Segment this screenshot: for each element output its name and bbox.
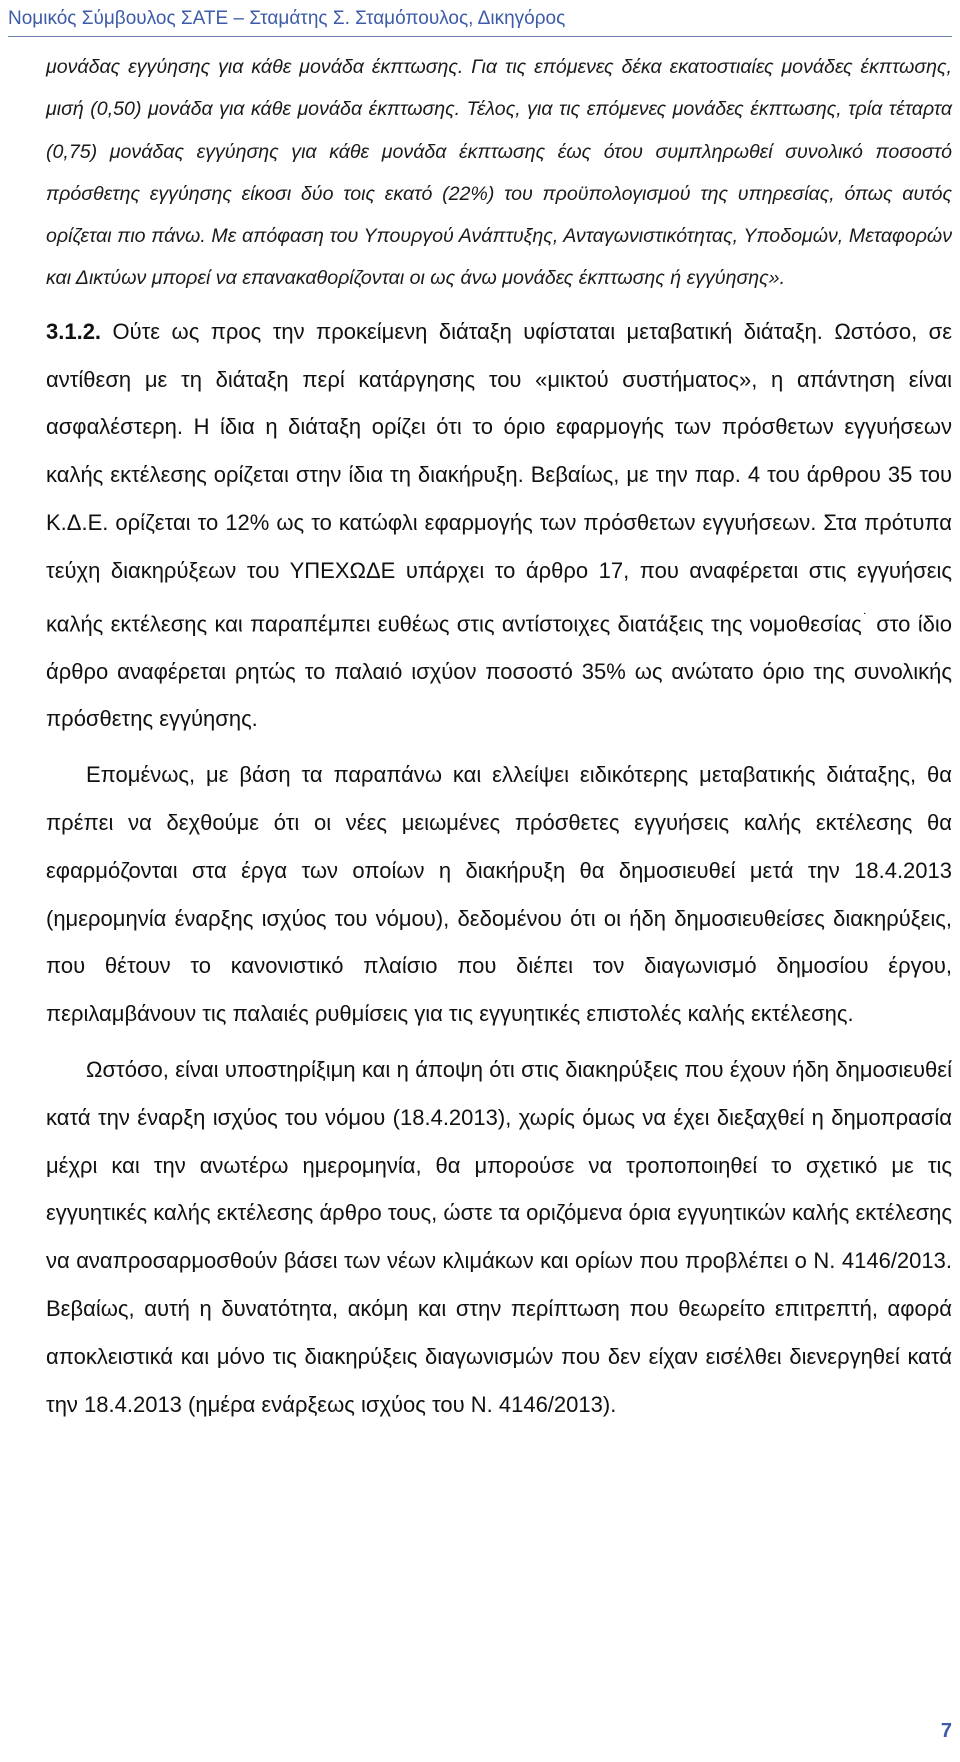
section-text-part2: στο ίδιο άρθρο αναφέρεται ρητώς το παλαιό ισχύον ποσοστό 35% ως ανώτατο όριο της συνολικής πρόσθετης εγγύησης.: [46, 610, 952, 732]
header-title: Νομικός Σύμβουλος ΣΑΤΕ – Σταμάτης Σ. Σταμόπουλος, Δικηγόρος: [8, 8, 566, 29]
quoted-provision-paragraph: μονάδας εγγύησης για κάθε μονάδα έκπτωσης. Για τις επόμενες δέκα εκατοστιαίες μονάδες έκπτωσης, μισή (0,50) μονάδα για κάθε μονάδα έκπτωσης. Τέλος, για τις επόμενες μονάδες έκπτωσης, τρία τέταρτα (0,75) μονάδας εγγύησης για κάθε μονάδα έκπτωσης έως ότου συμπληρωθεί συνολικό ποσοστό πρόσθετης εγγύησης είκοσι δύο τοις εκατό (22%) του προϋπολογισμού της υπηρεσίας, όπως αυτός ορίζεται πιο πάνω. Με απόφαση του Υπουργού Ανάπτυξης, Ανταγωνιστικότητας, Υποδομών, Μεταφορών και Δικτύων μπορεί να επανακαθορίζονται οι ως άνω μονάδες έκπτωσης ή εγγύησης».: [46, 56, 952, 290]
paragraph-however: Ωστόσο, είναι υποστηρίξιμη και η άποψη ότι στις διακηρύξεις που έχουν ήδη δημοσιευθεί κατά την έναρξη ισχύος του νόμου (18.4.2013), χωρίς όμως να έχει διεξαχθεί η δημοπρασία μέχρι και την ανωτέρω ημερομηνία, θα μπορούσε να τροποποιηθεί το σχετικό με τις εγγυητικές καλής εκτέλεσης άρθρο τους, ώστε τα οριζόμενα όρια εγγυητικών καλής εκτέλεσης να αναπροσαρμοσθούν βάσει των νέων κλιμάκων και ορίων που προβλέπει ο Ν. 4146/2013. Βεβαίως, αυτή η δυνατότητα, ακόμη και στην περίπτωση που θεωρείτο επιτρεπτή, αφορά αποκλειστικά και μόνο τις διακηρύξεις διαγωνισμών που δεν είχαν εισέλθει διενεργηθεί κατά την 18.4.2013 (ημέρα ενάρξεως ισχύος του Ν. 4146/2013).: [46, 1057, 952, 1417]
section-paragraph: [46, 308, 952, 744]
section-text-part1: Ούτε ως προς την προκείμενη διάταξη υφίσταται μεταβατική διάταξη. Ωστόσο, σε αντίθεση με τη διάταξη περί κατάργησης του «μικτού συστήματος», η απάντηση είναι ασφαλέστερη. Η ίδια η διάταξη ορίζει ότι το όριο εφαρμογής των πρόσθετων εγγυήσεων καλής εκτέλεσης ορίζεται στην ίδια τη διακήρυξη. Βεβαίως, με την παρ. 4 του άρθρου 35 του Κ.Δ.Ε. ορίζεται το 12% ως το κατώφλι εφαρμογής των πρόσθετων εγγυήσεων. Στα πρότυπα τεύχη διακηρύξεων του ΥΠΕΧΩΔΕ υπάρχει το άρθρο 17, που αναφέρεται στις εγγυήσεις καλής εκτέλεσης και παραπέμπει ευθέως στις αντίστοιχες διατάξεις της νομοθεσίας: [46, 318, 952, 636]
paragraph-gap: [46, 743, 952, 751]
paragraph-consequently: Επομένως, με βάση τα παραπάνω και ελλείψει ειδικότερης μεταβατικής διάταξης, θα πρέπει να δεχθούμε ότι οι νέες μειωμένες πρόσθετες εγγυήσεις καλής εκτέλεσης θα εφαρμόζονται στα έργα των οποίων η διακήρυξη θα δημοσιευθεί μετά την 18.4.2013 (ημερομηνία έναρξης ισχύος του νόμου), δεδομένου ότι οι ήδη δημοσιευθείσες διακηρύξεις, που θέτουν το κανονιστικό πλαίσιο που διέπει τον διαγωνισμό δημοσίου έργου, περιλαμβάνουν τις παλαιές ρυθμίσεις για τις εγγυητικές επιστολές καλής εκτέλεσης.: [46, 762, 952, 1027]
page-number: 7: [940, 1720, 952, 1742]
section-number: 3.1.2.: [46, 318, 102, 344]
paragraph-gap: [46, 300, 952, 308]
paragraph-gap: [46, 1038, 952, 1046]
page-header: [8, 6, 952, 37]
document-body: [46, 46, 952, 1428]
section-text-mark: ˙: [861, 609, 869, 626]
